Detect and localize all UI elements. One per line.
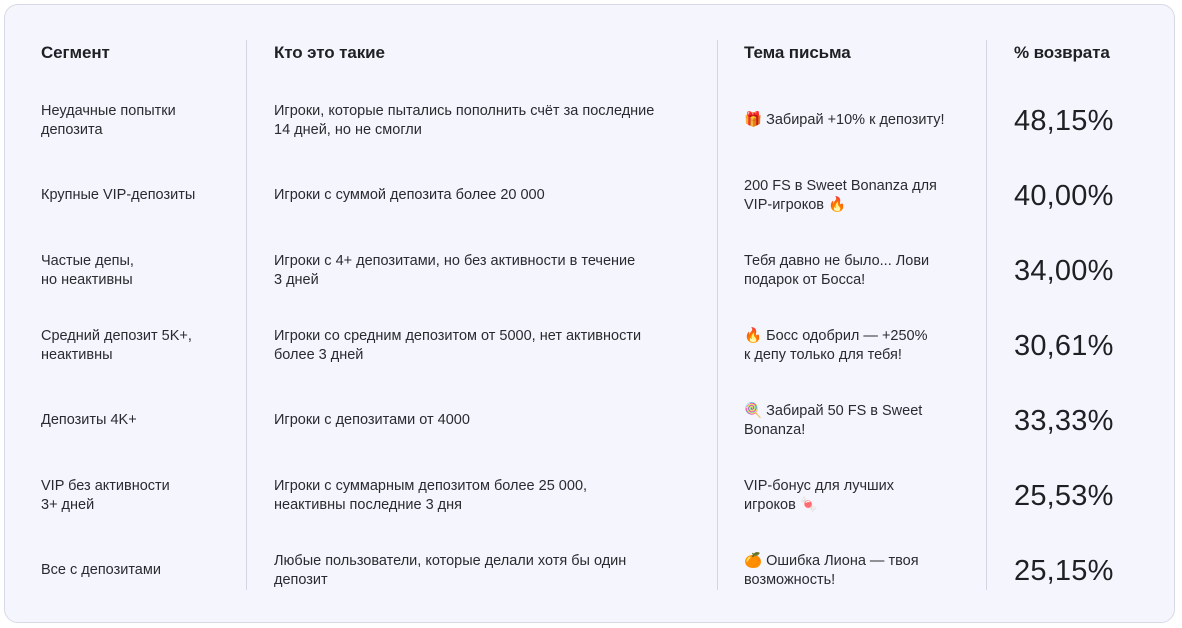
text-line: Частые депы, bbox=[41, 252, 134, 269]
text-line: Игроки со средним депозитом от 5000, нет активности bbox=[274, 327, 642, 344]
cell-subject bbox=[744, 476, 974, 516]
cell-subject bbox=[744, 326, 974, 366]
text-line: но неактивны bbox=[41, 272, 133, 288]
text-line: Игроки с суммарным депозитом более 25 000, bbox=[274, 477, 588, 494]
text-line: Игроки с депозитами от 4000 bbox=[274, 412, 470, 429]
cell-segment bbox=[41, 101, 236, 141]
text-line: 🎁 Забирай +10% к депозиту! bbox=[744, 112, 945, 129]
cell-return-pct: 25,53% bbox=[1014, 479, 1114, 512]
cell-subject bbox=[744, 251, 974, 291]
header-who: Кто это такие bbox=[274, 43, 385, 62]
text-line: Игроки, которые пытались пополнить счёт за последние bbox=[274, 102, 655, 119]
cell-segment bbox=[41, 326, 236, 366]
cell-segment bbox=[41, 401, 236, 441]
text-line: депозит bbox=[274, 572, 328, 588]
text-line: Крупные VIP-депозиты bbox=[41, 187, 196, 204]
text-line: Bonanza! bbox=[744, 422, 806, 438]
segments-table-card bbox=[4, 4, 1175, 623]
text-line: игроков 🍬 bbox=[744, 497, 818, 513]
text-line: Тебя давно не было... Лови bbox=[744, 252, 930, 269]
cell-who bbox=[274, 326, 704, 366]
text-line: VIP-бонус для лучших bbox=[744, 477, 894, 494]
cell-who bbox=[274, 476, 704, 516]
text-line: Игроки с 4+ депозитами, но без активности в течение bbox=[274, 252, 636, 269]
text-line: 🍊 Ошибка Лиона — твоя bbox=[744, 552, 919, 569]
cell-return-pct: 33,33% bbox=[1014, 404, 1114, 437]
text-line: 🍭 Забирай 50 FS в Sweet bbox=[744, 402, 923, 419]
text-line: возможность! bbox=[744, 572, 836, 588]
header-return-pct: % возврата bbox=[1014, 43, 1110, 62]
cell-segment bbox=[41, 551, 236, 591]
cell-return-pct: 30,61% bbox=[1014, 329, 1114, 362]
text-line: Неудачные попытки bbox=[41, 102, 176, 119]
cell-subject bbox=[744, 101, 974, 141]
cell-who bbox=[274, 551, 704, 591]
cell-return-pct: 25,15% bbox=[1014, 554, 1114, 587]
cell-who bbox=[274, 401, 704, 441]
header-segment: Сегмент bbox=[41, 43, 110, 62]
cell-return-pct: 48,15% bbox=[1014, 104, 1114, 137]
text-line: неактивны bbox=[41, 347, 113, 363]
text-line: 14 дней, но не смогли bbox=[274, 122, 422, 138]
header-subject: Тема письма bbox=[744, 43, 851, 62]
cell-who bbox=[274, 251, 704, 291]
cell-who bbox=[274, 101, 704, 141]
column-divider bbox=[986, 40, 987, 590]
cell-segment bbox=[41, 251, 236, 291]
cell-return-pct: 40,00% bbox=[1014, 179, 1114, 212]
column-divider bbox=[246, 40, 247, 590]
text-line: депозита bbox=[41, 122, 103, 138]
text-line: 3+ дней bbox=[41, 497, 95, 513]
text-line: более 3 дней bbox=[274, 347, 364, 363]
cell-segment bbox=[41, 476, 236, 516]
text-line: 3 дней bbox=[274, 272, 319, 288]
cell-segment bbox=[41, 176, 236, 216]
text-line: Любые пользователи, которые делали хотя бы один bbox=[274, 552, 627, 569]
cell-return-pct: 34,00% bbox=[1014, 254, 1114, 287]
column-divider bbox=[717, 40, 718, 590]
text-line: к депу только для тебя! bbox=[744, 347, 902, 363]
cell-subject bbox=[744, 401, 974, 441]
text-line: VIP без активности bbox=[41, 477, 170, 494]
cell-subject bbox=[744, 551, 974, 591]
text-line: подарок от Босса! bbox=[744, 272, 866, 288]
text-line: VIP-игроков 🔥 bbox=[744, 197, 847, 213]
text-line: неактивны последние 3 дня bbox=[274, 497, 462, 513]
cell-subject bbox=[744, 176, 974, 216]
text-line: 🔥 Босс одобрил — +250% bbox=[744, 327, 928, 344]
text-line: 200 FS в Sweet Bonanza для bbox=[744, 177, 937, 194]
text-line: Все с депозитами bbox=[41, 562, 161, 579]
text-line: Игроки с суммой депозита более 20 000 bbox=[274, 187, 545, 204]
cell-who bbox=[274, 176, 704, 216]
text-line: Депозиты 4K+ bbox=[41, 412, 137, 429]
text-line: Средний депозит 5K+, bbox=[41, 327, 192, 344]
